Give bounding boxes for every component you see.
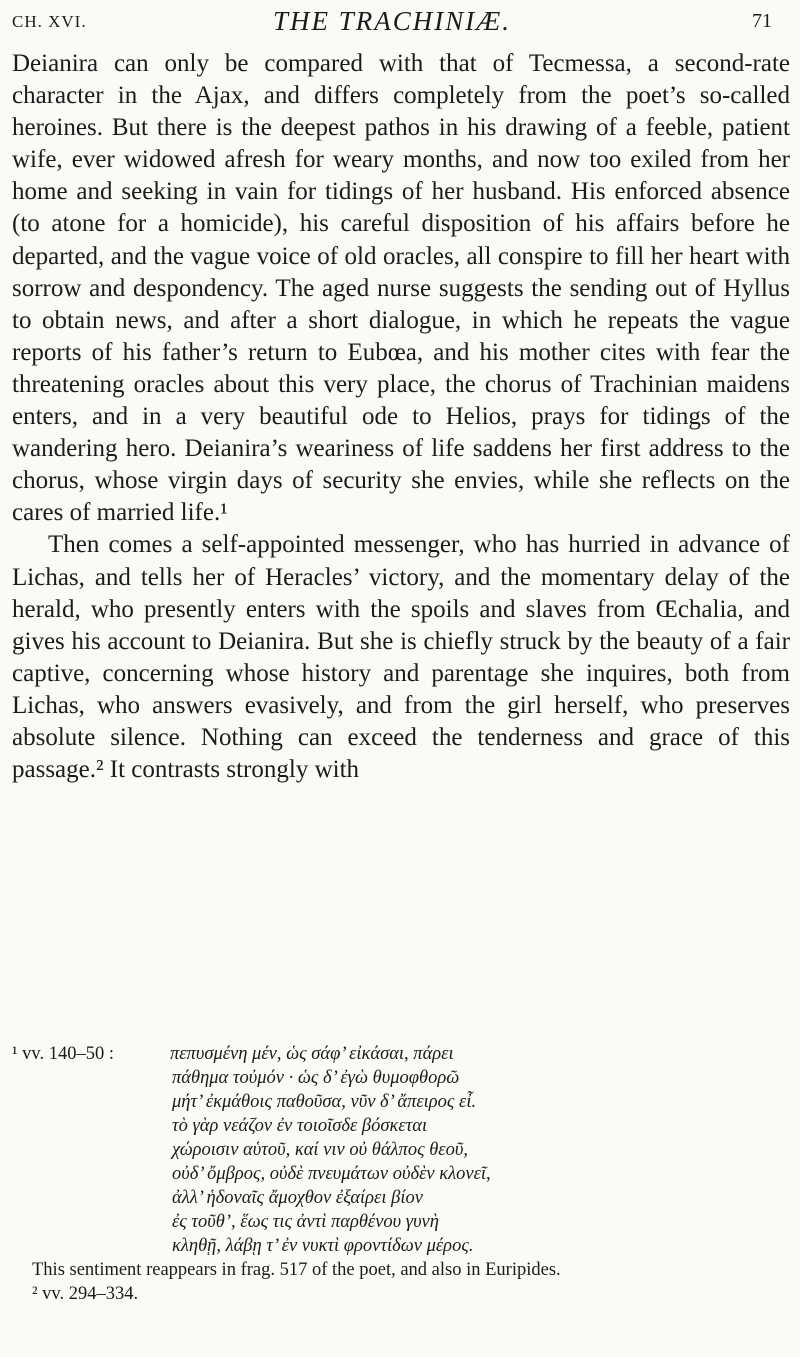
footnotes: [12, 1042, 790, 1306]
paragraph-2: Then comes a self-appointed messenger, who has hurried in advance of Lichas, and tells her of Heracles’ victory, and the momentary delay of the herald, who presently enters with the spoils and slaves from Œchalia, and gives his account to Deianira. But she is chiefly struck by the beauty of a fair captive, concerning whose history and parentage she inquires, both from Lichas, who answers evasively, and from the girl herself, who preserves absolute silence. Nothing can exceed the tenderness and grace of this passage.² It contrasts strongly with: [12, 531, 790, 784]
footnote-1-label: ¹ vv. 140–50 :: [12, 1044, 114, 1064]
chapter-label: CH. XVI.: [12, 12, 87, 31]
greek-line: μήτ’ ἐκμάθοις παθοῦσα, νῦν δ’ ἄπειρος εἶ.: [172, 1092, 477, 1112]
running-header: [12, 6, 772, 36]
greek-line: τὸ γὰρ νεάζον ἐν τοιοῖσδε βόσκεται: [172, 1116, 428, 1136]
footnote-1-comment: This sentiment reappears in frag. 517 of the poet, and also in Euripides.: [32, 1260, 561, 1280]
greek-line: χώροισιν αὑτοῦ, καί νιν οὐ θάλπος θεοῦ,: [172, 1140, 468, 1160]
footnote-1: [12, 1042, 790, 1282]
paragraph-1: Deianira can only be compared with that of Tecmessa, a second-rate character in the Ajax, and differs completely from the poet’s so-called heroines. But there is the deepest pathos in his drawing of a feeble, patient wife, ever widowed afresh for weary months, and now too exiled from her home and seeking in vain for tidings of her husband. His enforced absence (to atone for a homicide), his careful disposition of his affairs before he departed, and the vague voice of old oracles, all conspire to fill her heart with sorrow and despondency. The aged nurse suggests the sending out of Hyllus to obtain news, and after a short dialogue, in which he repeats the vague reports of his father’s return to Eubœa, and his mother cites with fear the threatening oracles about this very place, the chorus of Trachinian maidens enters, and in a very beautiful ode to Helios, prays for tidings of the wandering hero. Deianira’s weariness of life saddens her first address to the chorus, whose virgin days of security she envies, while she reflects on the cares of married life.¹: [12, 50, 790, 527]
greek-line: πεπυσμένη μέν, ὡς σάφ’ εἰκάσαι, πάρει: [170, 1044, 454, 1064]
greek-line: ἐς τοῦθ’, ἕως τις ἀντὶ παρθένου γυνὴ: [172, 1212, 439, 1232]
greek-line: πάθημα τοὐμόν · ὡς δ’ ἐγὼ θυμοφθορῶ: [172, 1068, 460, 1088]
footnote-2: ² vv. 294–334.: [32, 1284, 139, 1304]
greek-line: ἀλλ’ ἡδοναῖς ἄμοχθον ἐξαίρει βίον: [172, 1188, 423, 1208]
page-number: 71: [752, 10, 772, 32]
running-title: THE TRACHINIÆ.: [272, 6, 511, 36]
greek-line: κληθῇ, λάβῃ τ’ ἐν νυκτὶ φροντίδων μέρος.: [172, 1236, 474, 1256]
greek-line: οὐδ’ ὄμβρος, οὐδὲ πνευμάτων οὐδὲν κλονεῖ,: [172, 1164, 491, 1184]
main-text: [12, 48, 790, 786]
